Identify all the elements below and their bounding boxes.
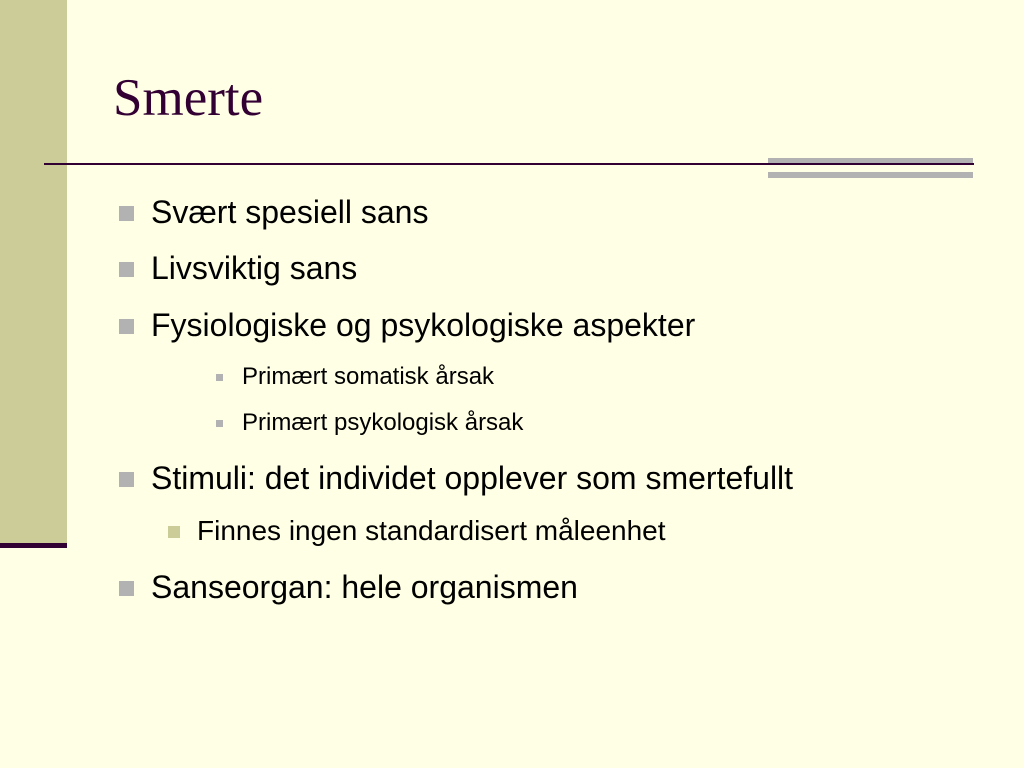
bullet-item xyxy=(151,458,793,498)
bullet-item xyxy=(151,248,357,288)
slide-title: Smerte xyxy=(113,69,264,127)
square-bullet-icon xyxy=(168,526,180,538)
sub-bullet-text: Primært somatisk årsak xyxy=(242,363,495,390)
square-bullet-icon xyxy=(119,319,134,334)
bullet-text: Fysiologiske og psykologiske aspekter xyxy=(151,307,696,343)
bullet-item xyxy=(151,192,428,232)
bullet-item xyxy=(151,305,695,345)
sub-bullet-text: Primært psykologisk årsak xyxy=(242,409,524,436)
bullet-text: Stimuli: det individet opplever som smertefullt xyxy=(151,460,794,496)
sub-bullet-item xyxy=(242,362,494,392)
small-square-bullet-icon xyxy=(216,420,223,427)
sub-bullet-item xyxy=(242,408,523,438)
bullet-text: Livsviktig sans xyxy=(151,250,358,286)
square-bullet-icon xyxy=(119,206,134,221)
title-divider-line xyxy=(44,163,974,165)
left-decorative-band xyxy=(0,0,67,546)
bullet-text: Svært spesiell sans xyxy=(151,194,429,230)
small-square-bullet-icon xyxy=(216,374,223,381)
square-bullet-icon xyxy=(119,472,134,487)
sub-bullet-text: Finnes ingen standardisert måleenhet xyxy=(197,515,666,546)
sub-bullet-item xyxy=(197,513,666,549)
left-band-underline xyxy=(0,543,67,548)
title-divider-accent-lower xyxy=(768,172,973,178)
square-bullet-icon xyxy=(119,262,134,277)
title-divider-accent-upper xyxy=(768,158,973,163)
bullet-item xyxy=(151,567,578,607)
square-bullet-icon xyxy=(119,581,134,596)
bullet-text: Sanseorgan: hele organismen xyxy=(151,569,578,605)
